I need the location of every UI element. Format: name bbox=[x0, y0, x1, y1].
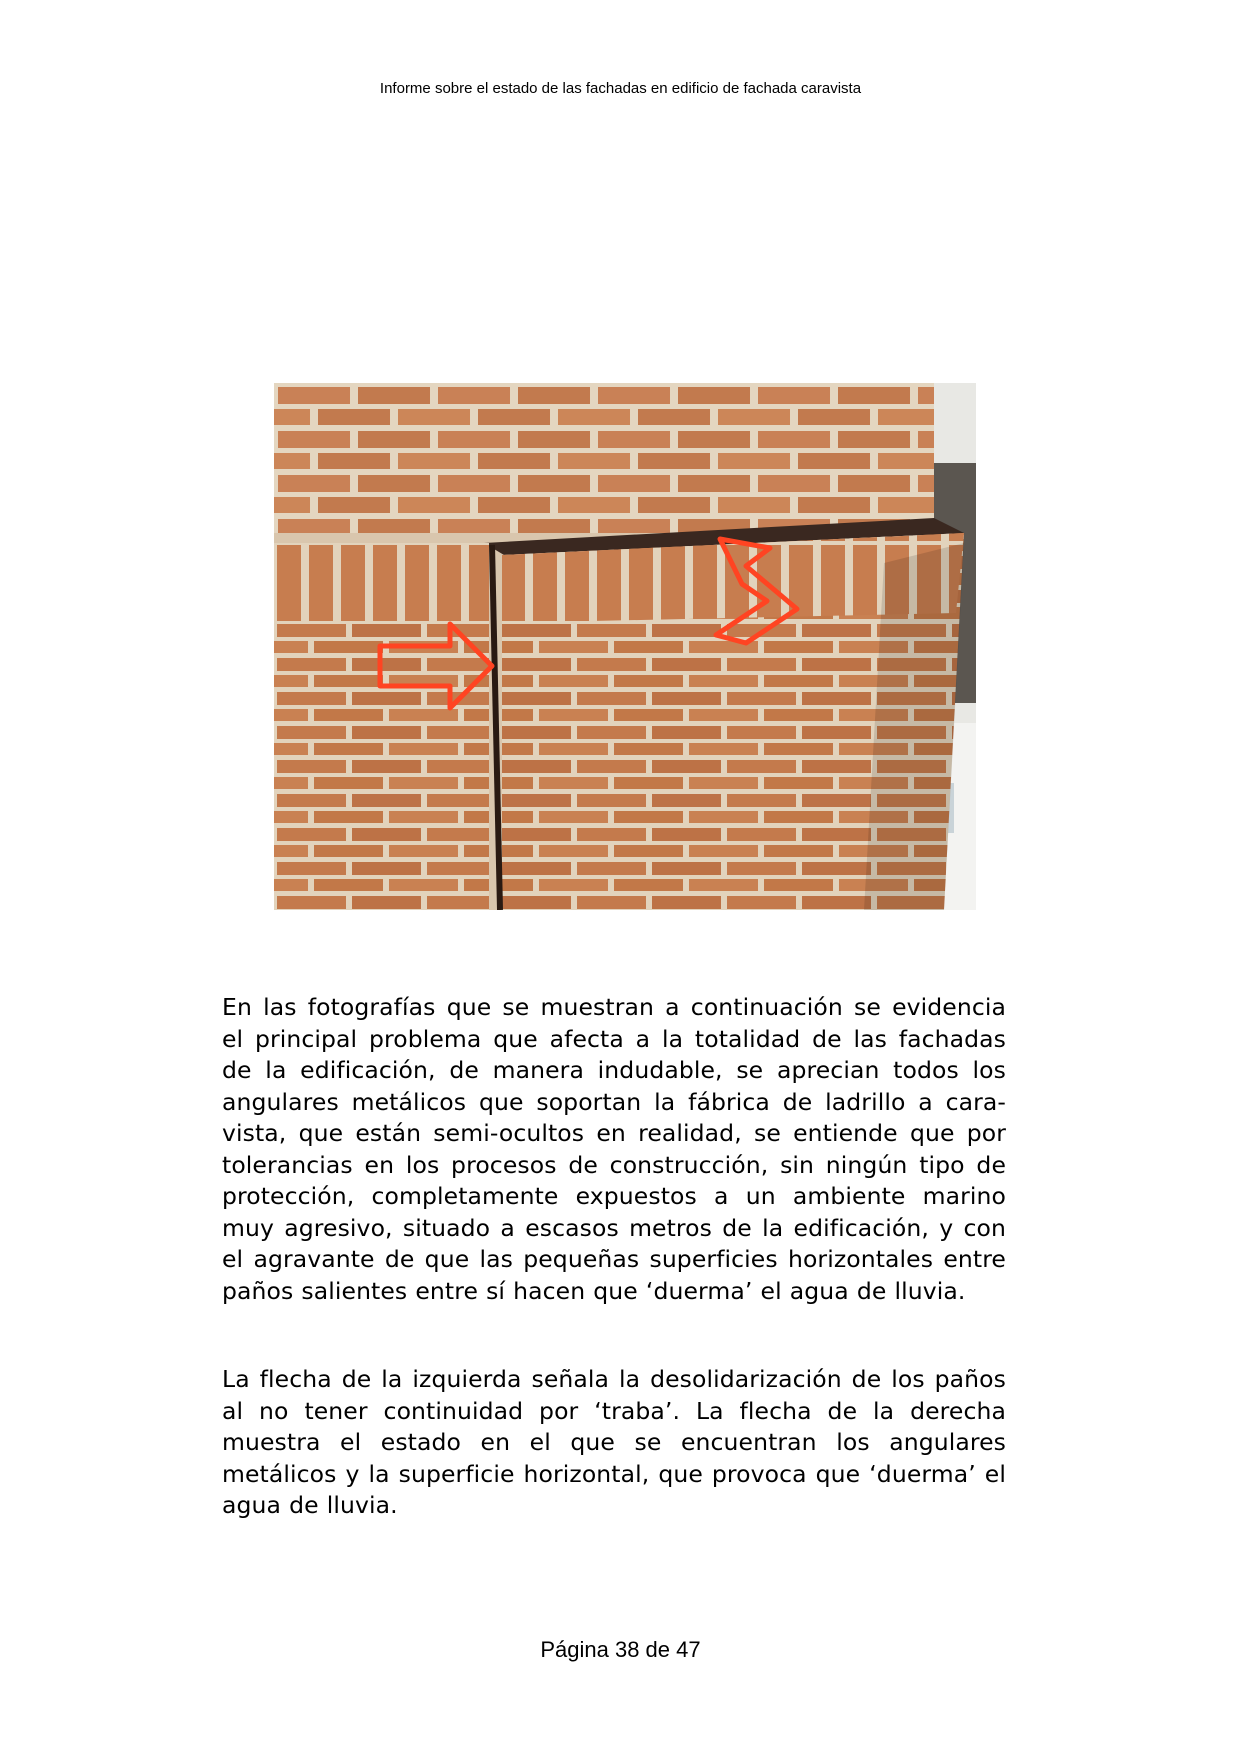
page-header: Informe sobre el estado de las fachadas en edificio de fachada caravista bbox=[379, 80, 862, 97]
body-paragraph-2: La flecha de la izquierda señala la desolidarización de los paños al no tener continuidad por ‘traba’. La flecha de la derecha muestra el estado en el que se encuentran los angulares metálicos y la superficie horizontal, que provoca que ‘duerma’ el agua de lluvia. bbox=[222, 1365, 1006, 1519]
brick-facade-photo bbox=[274, 383, 976, 910]
page-number: Página 38 de 47 bbox=[540, 1637, 701, 1662]
body-paragraph-1: En las fotografías que se muestran a continuación se evidencia el principal problema que afecta a la totalidad de las fachadas de la edificación, de manera indudable, se aprecian todos los angulares metálicos que soportan la fábrica de ladrillo a cara-vista, que están semi-ocultos en realidad, se entiende que por tolerancias en los procesos de construcción, sin ningún tipo de protección, completamente expuestos a un ambiente marino muy agresivo, situado a escasos metros de la edificación, y con el agravante de que las pequeñas superficies horizontales entre paños salientes entre sí hacen que ‘duerma’ el agua de lluvia. bbox=[222, 993, 1006, 1305]
